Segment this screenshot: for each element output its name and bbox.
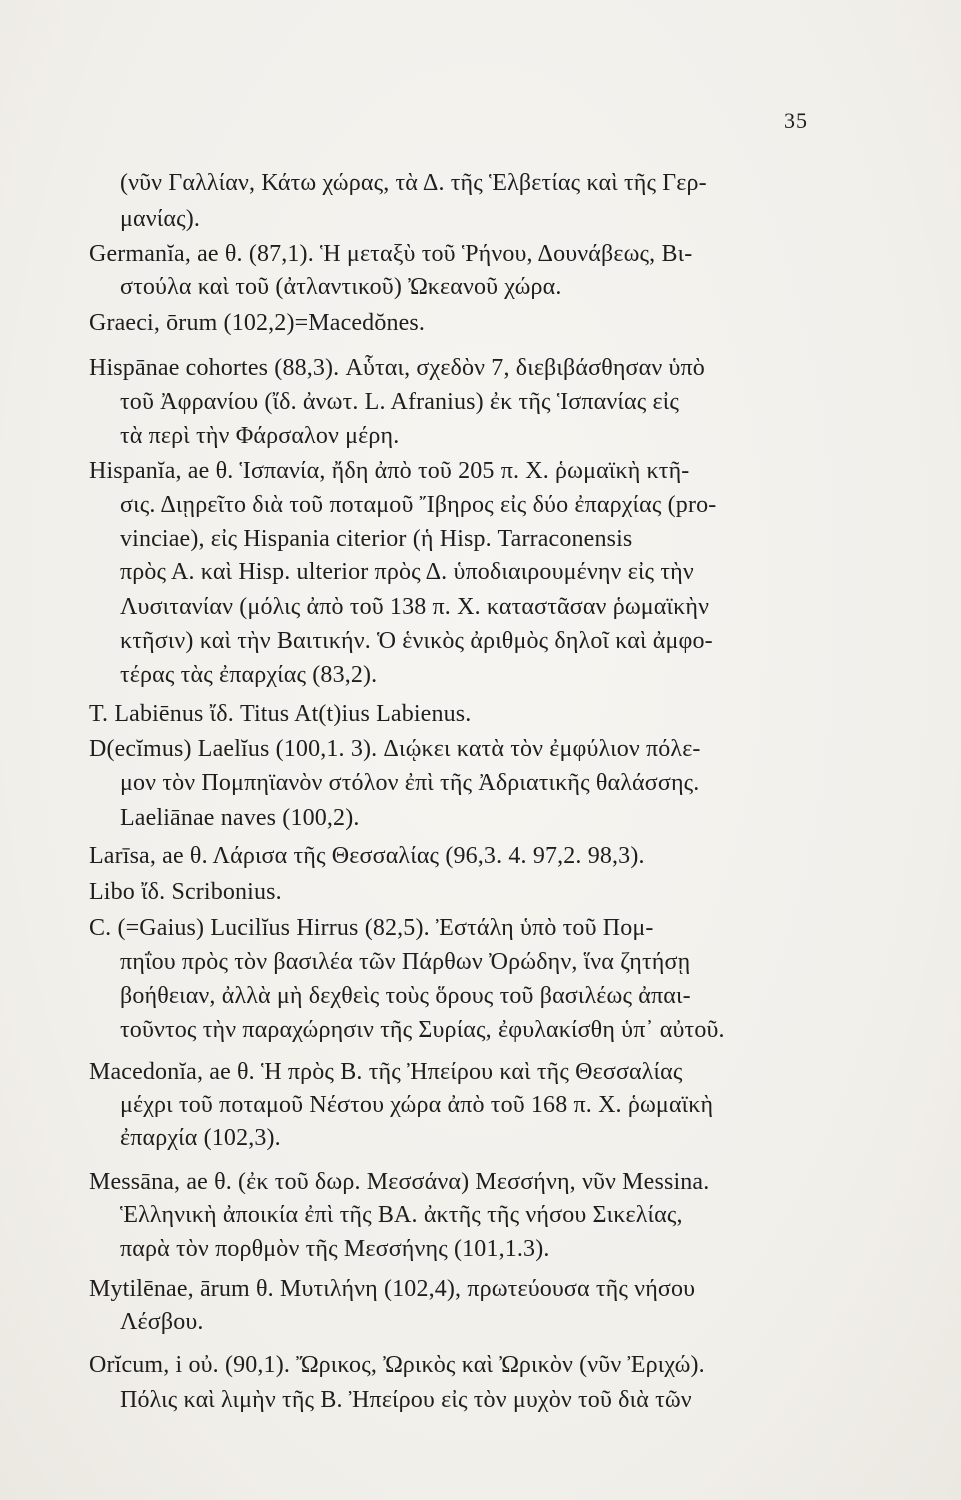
text-line: μανίας).: [120, 206, 201, 232]
text-line: μον τὸν Πομπηϊανὸν στόλον ἐπὶ τῆς Ἀδριατικῆς θαλάσσης.: [120, 770, 700, 796]
text-line: vinciae), εἰς Hispania citerior (ἡ Hisp. Tarraconensis: [120, 526, 633, 552]
text-line: Λέσβου.: [120, 1309, 204, 1335]
text-line: πηΐου πρὸς τὸν βασιλέα τῶν Πάρθων Ὀρώδην, ἵνα ζητήσῃ: [120, 949, 691, 975]
text-line: Hispanĭa, ae θ. Ἱσπανία, ἤδη ἀπὸ τοῦ 205 π. Χ. ῥωμαϊκὴ κτῆ-: [89, 458, 690, 484]
text-line: πρὸς Α. καὶ Hisp. ulterior πρὸς Δ. ὑποδιαιρουμένην εἰς τὴν: [120, 559, 694, 585]
text-line: μέχρι τοῦ ποταμοῦ Νέστου χώρα ἀπὸ τοῦ 168 π. Χ. ῥωμαϊκὴ: [120, 1092, 714, 1118]
text-line: τοῦ Ἀφρανίου (ἴδ. ἀνωτ. L. Afranius) ἐκ τῆς Ἱσπανίας εἰς: [120, 389, 679, 415]
text-line: Ἑλληνικὴ ἀποικία ἐπὶ τῆς ΒΑ. ἀκτῆς τῆς νήσου Σικελίας,: [120, 1202, 683, 1228]
text-line: (νῦν Γαλλίαν, Κάτω χώρας, τὰ Δ. τῆς Ἑλβετίας καὶ τῆς Γερ-: [120, 170, 707, 196]
text-line: Λυσιτανίαν (μόλις ἀπὸ τοῦ 138 π. Χ. καταστᾶσαν ῥωμαϊκὴν: [120, 594, 710, 620]
text-line: ἐπαρχία (102,3).: [120, 1125, 281, 1151]
text-line: D(ecĭmus) Laelĭus (100,1. 3). Διῴκει κατὰ τὸν ἐμφύλιον πόλε-: [89, 736, 701, 762]
text-line: τέρας τὰς ἐπαρχίας (83,2).: [120, 662, 378, 688]
text-line: Laeliānae naves (100,2).: [120, 805, 360, 831]
text-line: Libo ἴδ. Scribonius.: [89, 879, 282, 905]
text-line: Graeci, ōrum (102,2)=Macedŏnes.: [89, 310, 426, 336]
text-line: Germanĭa, ae θ. (87,1). Ἡ μεταξὺ τοῦ Ῥήνου, Δουνάβεως, Βι-: [89, 241, 693, 267]
text-line: C. (=Gaius) Lucilĭus Hirrus (82,5). Ἐστάλη ὑπὸ τοῦ Πομ-: [89, 915, 654, 941]
text-line: Πόλις καὶ λιμὴν τῆς Β. Ἠπείρου εἰς τὸν μυχὸν τοῦ διὰ τῶν: [120, 1387, 692, 1413]
text-line: Mytilēnae, ārum θ. Μυτιλήνη (102,4), πρωτεύουσα τῆς νήσου: [89, 1276, 696, 1302]
text-line: στούλα καὶ τοῦ (ἀτλαντικοῦ) Ὠκεανοῦ χώρα.: [120, 274, 562, 300]
text-line: Messāna, ae θ. (ἐκ τοῦ δωρ. Μεσσάνα) Μεσσήνη, νῦν Messina.: [89, 1169, 710, 1195]
text-line: σις. Διῃρεῖτο διὰ τοῦ ποταμοῦ Ἴβηρος εἰς δύο ἐπαρχίας (pro-: [120, 492, 717, 518]
text-line: βοήθειαν, ἀλλὰ μὴ δεχθεὶς τοὺς ὅρους τοῦ βασιλέως ἀπαι-: [120, 983, 691, 1009]
text-line: Hispānae cohortes (88,3). Αὗται, σχεδὸν 7, διεβιβάσθησαν ὑπὸ: [89, 355, 705, 381]
text-line: Larīsa, ae θ. Λάρισα τῆς Θεσσαλίας (96,3. 4. 97,2. 98,3).: [89, 843, 645, 869]
text-line: Macedonĭa, ae θ. Ἡ πρὸς Β. τῆς Ἠπείρου καὶ τῆς Θεσσαλίας: [89, 1059, 683, 1085]
text-line: παρὰ τὸν πορθμὸν τῆς Μεσσήνης (101,1.3).: [120, 1236, 550, 1262]
text-line: κτῆσιν) καὶ τὴν Βαιτικήν. Ὁ ἑνικὸς ἀριθμὸς δηλοῖ καὶ ἀμφο-: [120, 628, 713, 654]
text-line: Orĭcum, i οὐ. (90,1). Ὤρικος, Ὠρικὸς καὶ Ὠρικὸν (νῦν Ἐριχώ).: [89, 1352, 705, 1378]
text-line: τοῦντος τὴν παραχώρησιν τῆς Συρίας, ἐφυλακίσθη ὑπ᾽ αὐτοῦ.: [120, 1017, 725, 1043]
page-number: 35: [784, 108, 808, 133]
text-line: T. Labiēnus ἴδ. Titus At(t)ius Labienus.: [89, 701, 472, 727]
text-line: τὰ περὶ τὴν Φάρσαλον μέρη.: [120, 423, 400, 449]
